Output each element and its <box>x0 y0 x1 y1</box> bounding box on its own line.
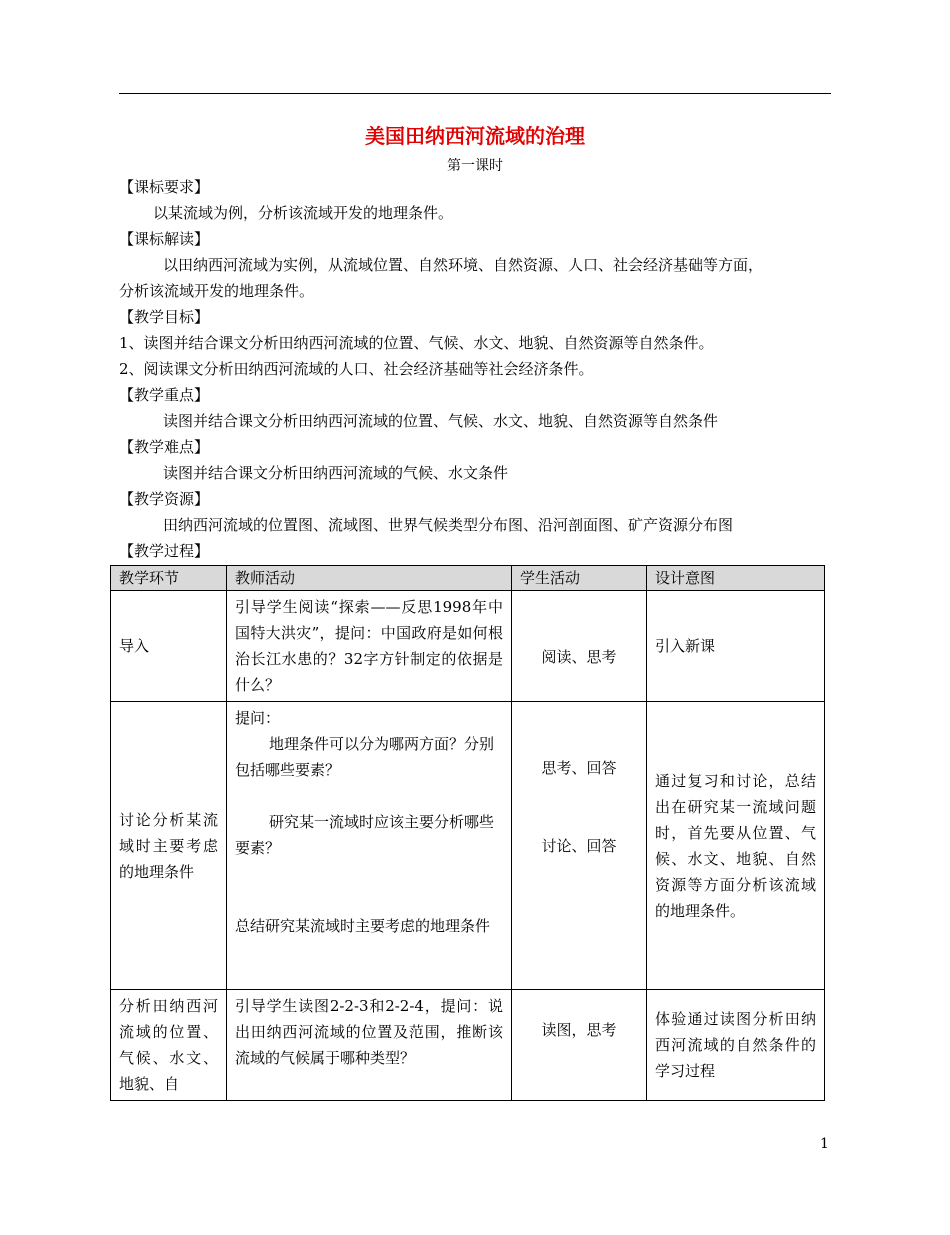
cell-intent: 引入新课 <box>647 591 825 702</box>
section-heading-process: 【教学过程】 <box>119 542 210 560</box>
table-header-row <box>111 566 825 591</box>
teaching-goal-1: 1、读图并结合课文分析田纳西河流域的位置、气候、水文、地貌、自然资源等自然条件。 <box>119 334 714 352</box>
page-number: 1 <box>820 1136 829 1152</box>
header-stage: 教学环节 <box>111 566 227 591</box>
student-answer-1: 思考、回答 <box>541 759 617 777</box>
curriculum-interpretation-line2: 分析该流域开发的地理条件。 <box>119 282 315 300</box>
section-heading-resources: 【教学资源】 <box>119 490 210 508</box>
teacher-question-2: 研究某一流域时应该主要分析哪些要素？ <box>235 813 495 857</box>
teacher-question-1: 地理条件可以分为哪两方面？分别包括哪些要素？ <box>235 735 495 779</box>
cell-stage: 导入 <box>111 591 227 702</box>
teacher-question-label: 提问： <box>235 709 281 727</box>
cell-stage: 讨论分析某流域时主要考虑的地理条件 <box>111 702 227 990</box>
section-heading-key-points: 【教学重点】 <box>119 386 210 404</box>
header-student-activity: 学生活动 <box>512 566 647 591</box>
table-row <box>111 591 825 702</box>
student-answer-2: 讨论、回答 <box>541 837 617 855</box>
section-heading-teaching-goals: 【教学目标】 <box>119 308 210 326</box>
header-rule <box>119 93 831 94</box>
document-title: 美国田纳西河流域的治理 <box>365 124 585 148</box>
cell-teacher: 引导学生阅读“探索——反思1998年中国特大洪灾”，提问：中国政府是如何根治长江水患的？32字方针制定的依据是什么？ <box>227 591 512 702</box>
header-teacher-activity: 教师活动 <box>227 566 512 591</box>
section-heading-curriculum-interpretation: 【课标解读】 <box>119 230 210 248</box>
key-points-text: 读图并结合课文分析田纳西河流域的位置、气候、水文、地貌、自然资源等自然条件 <box>163 412 719 430</box>
cell-intent: 通过复习和讨论，总结出在研究某一流域问题时，首先要从位置、气候、水文、地貌、自然资源等方面分析该流域的地理条件。 <box>647 702 825 990</box>
section-heading-difficult-points: 【教学难点】 <box>119 438 210 456</box>
table-row <box>111 702 825 990</box>
difficult-points-text: 读图并结合课文分析田纳西河流域的气候、水文条件 <box>163 464 509 482</box>
document-subtitle: 第一课时 <box>447 158 503 174</box>
teaching-process-table <box>110 565 825 1101</box>
teaching-goal-2: 2、阅读课文分析田纳西河流域的人口、社会经济基础等社会经济条件。 <box>119 360 594 378</box>
curriculum-interpretation-line1: 以田纳西河流域为实例，从流域位置、自然环境、自然资源、人口、社会经济基础等方面， <box>163 256 764 274</box>
table-row <box>111 990 825 1101</box>
cell-student <box>512 702 647 990</box>
cell-student: 阅读、思考 <box>512 591 647 702</box>
curriculum-requirement-text: 以某流域为例，分析该流域开发的地理条件。 <box>153 204 454 222</box>
cell-teacher <box>227 702 512 990</box>
teacher-summary: 总结研究某流域时主要考虑的地理条件 <box>235 917 491 935</box>
cell-student: 读图，思考 <box>512 990 647 1101</box>
resources-text: 田纳西河流域的位置图、流域图、世界气候类型分布图、沿河剖面图、矿产资源分布图 <box>163 516 734 534</box>
cell-teacher: 引导学生读图2-2-3和2-2-4，提问：说出田纳西河流域的位置及范围，推断该流域的气候属于哪种类型？ <box>227 990 512 1101</box>
cell-stage: 分析田纳西河流域的位置、气候、水文、地貌、自 <box>111 990 227 1101</box>
cell-intent: 体验通过读图分析田纳西河流域的自然条件的学习过程 <box>647 990 825 1101</box>
header-design-intent: 设计意图 <box>647 566 825 591</box>
section-heading-curriculum-requirement: 【课标要求】 <box>119 178 210 196</box>
